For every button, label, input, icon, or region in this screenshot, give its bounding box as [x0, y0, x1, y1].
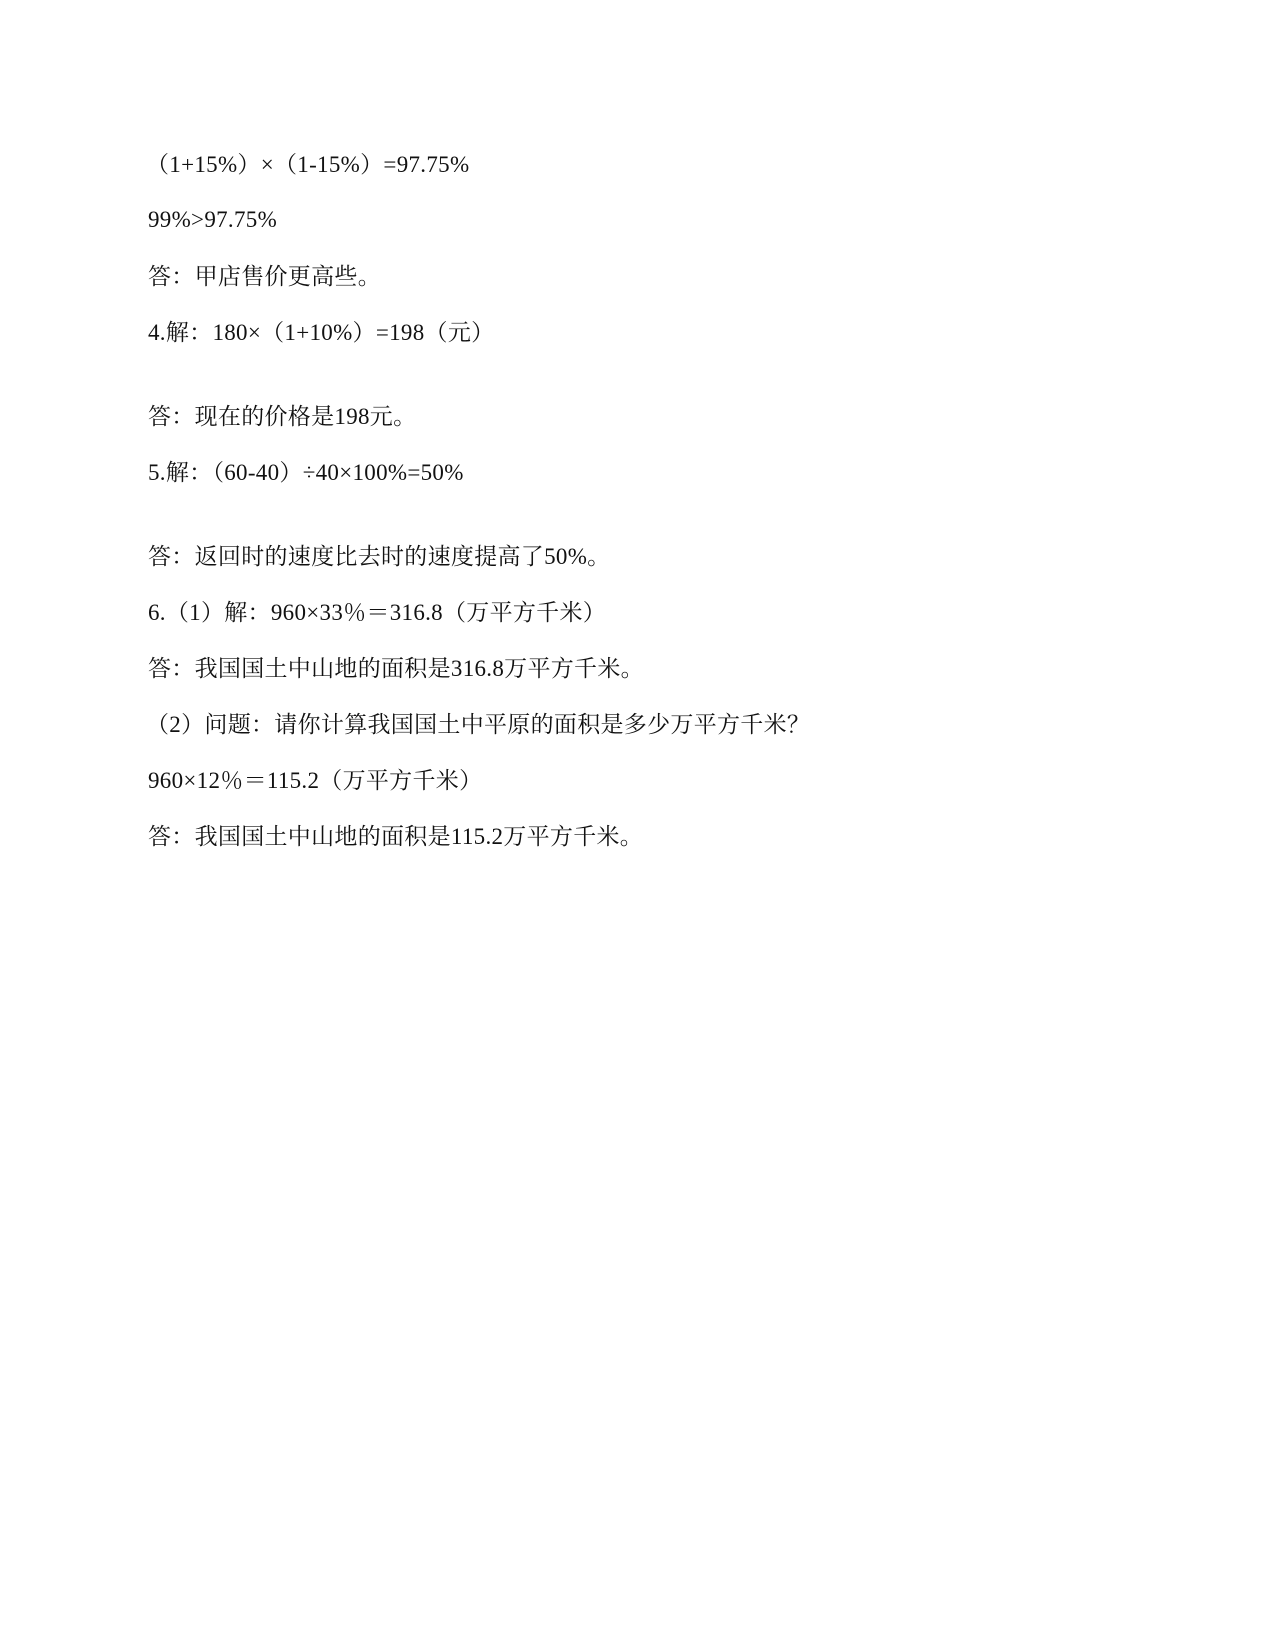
solution-line-4: 4.解：180×（1+10%）=198（元）: [148, 320, 495, 345]
comparison-line: 99%>97.75%: [148, 207, 278, 232]
question-line-6-2: （2）问题：请你计算我国国土中平原的面积是多少万平方千米？: [146, 712, 811, 737]
answer-line-3: 答：甲店售价更高些。: [148, 264, 381, 289]
answer-line-6-1: 答：我国国土中山地的面积是316.8万平方千米。: [148, 656, 644, 681]
answer-line-4: 答：现在的价格是198元。: [148, 404, 417, 429]
solution-line-5: 5.解：（60-40）÷40×100%=50%: [148, 460, 464, 485]
solution-line-6-1: 6.（1）解：960×33％＝316.8（万平方千米）: [148, 600, 607, 625]
calc-line-6-2: 960×12％＝115.2（万平方千米）: [148, 768, 483, 793]
answer-line-5: 答：返回时的速度比去时的速度提高了50%。: [148, 544, 611, 569]
calc-line-price-change: （1+15%）×（1-15%）=97.75%: [146, 152, 470, 177]
answer-line-6-2: 答：我国国土中山地的面积是115.2万平方千米。: [148, 824, 644, 849]
